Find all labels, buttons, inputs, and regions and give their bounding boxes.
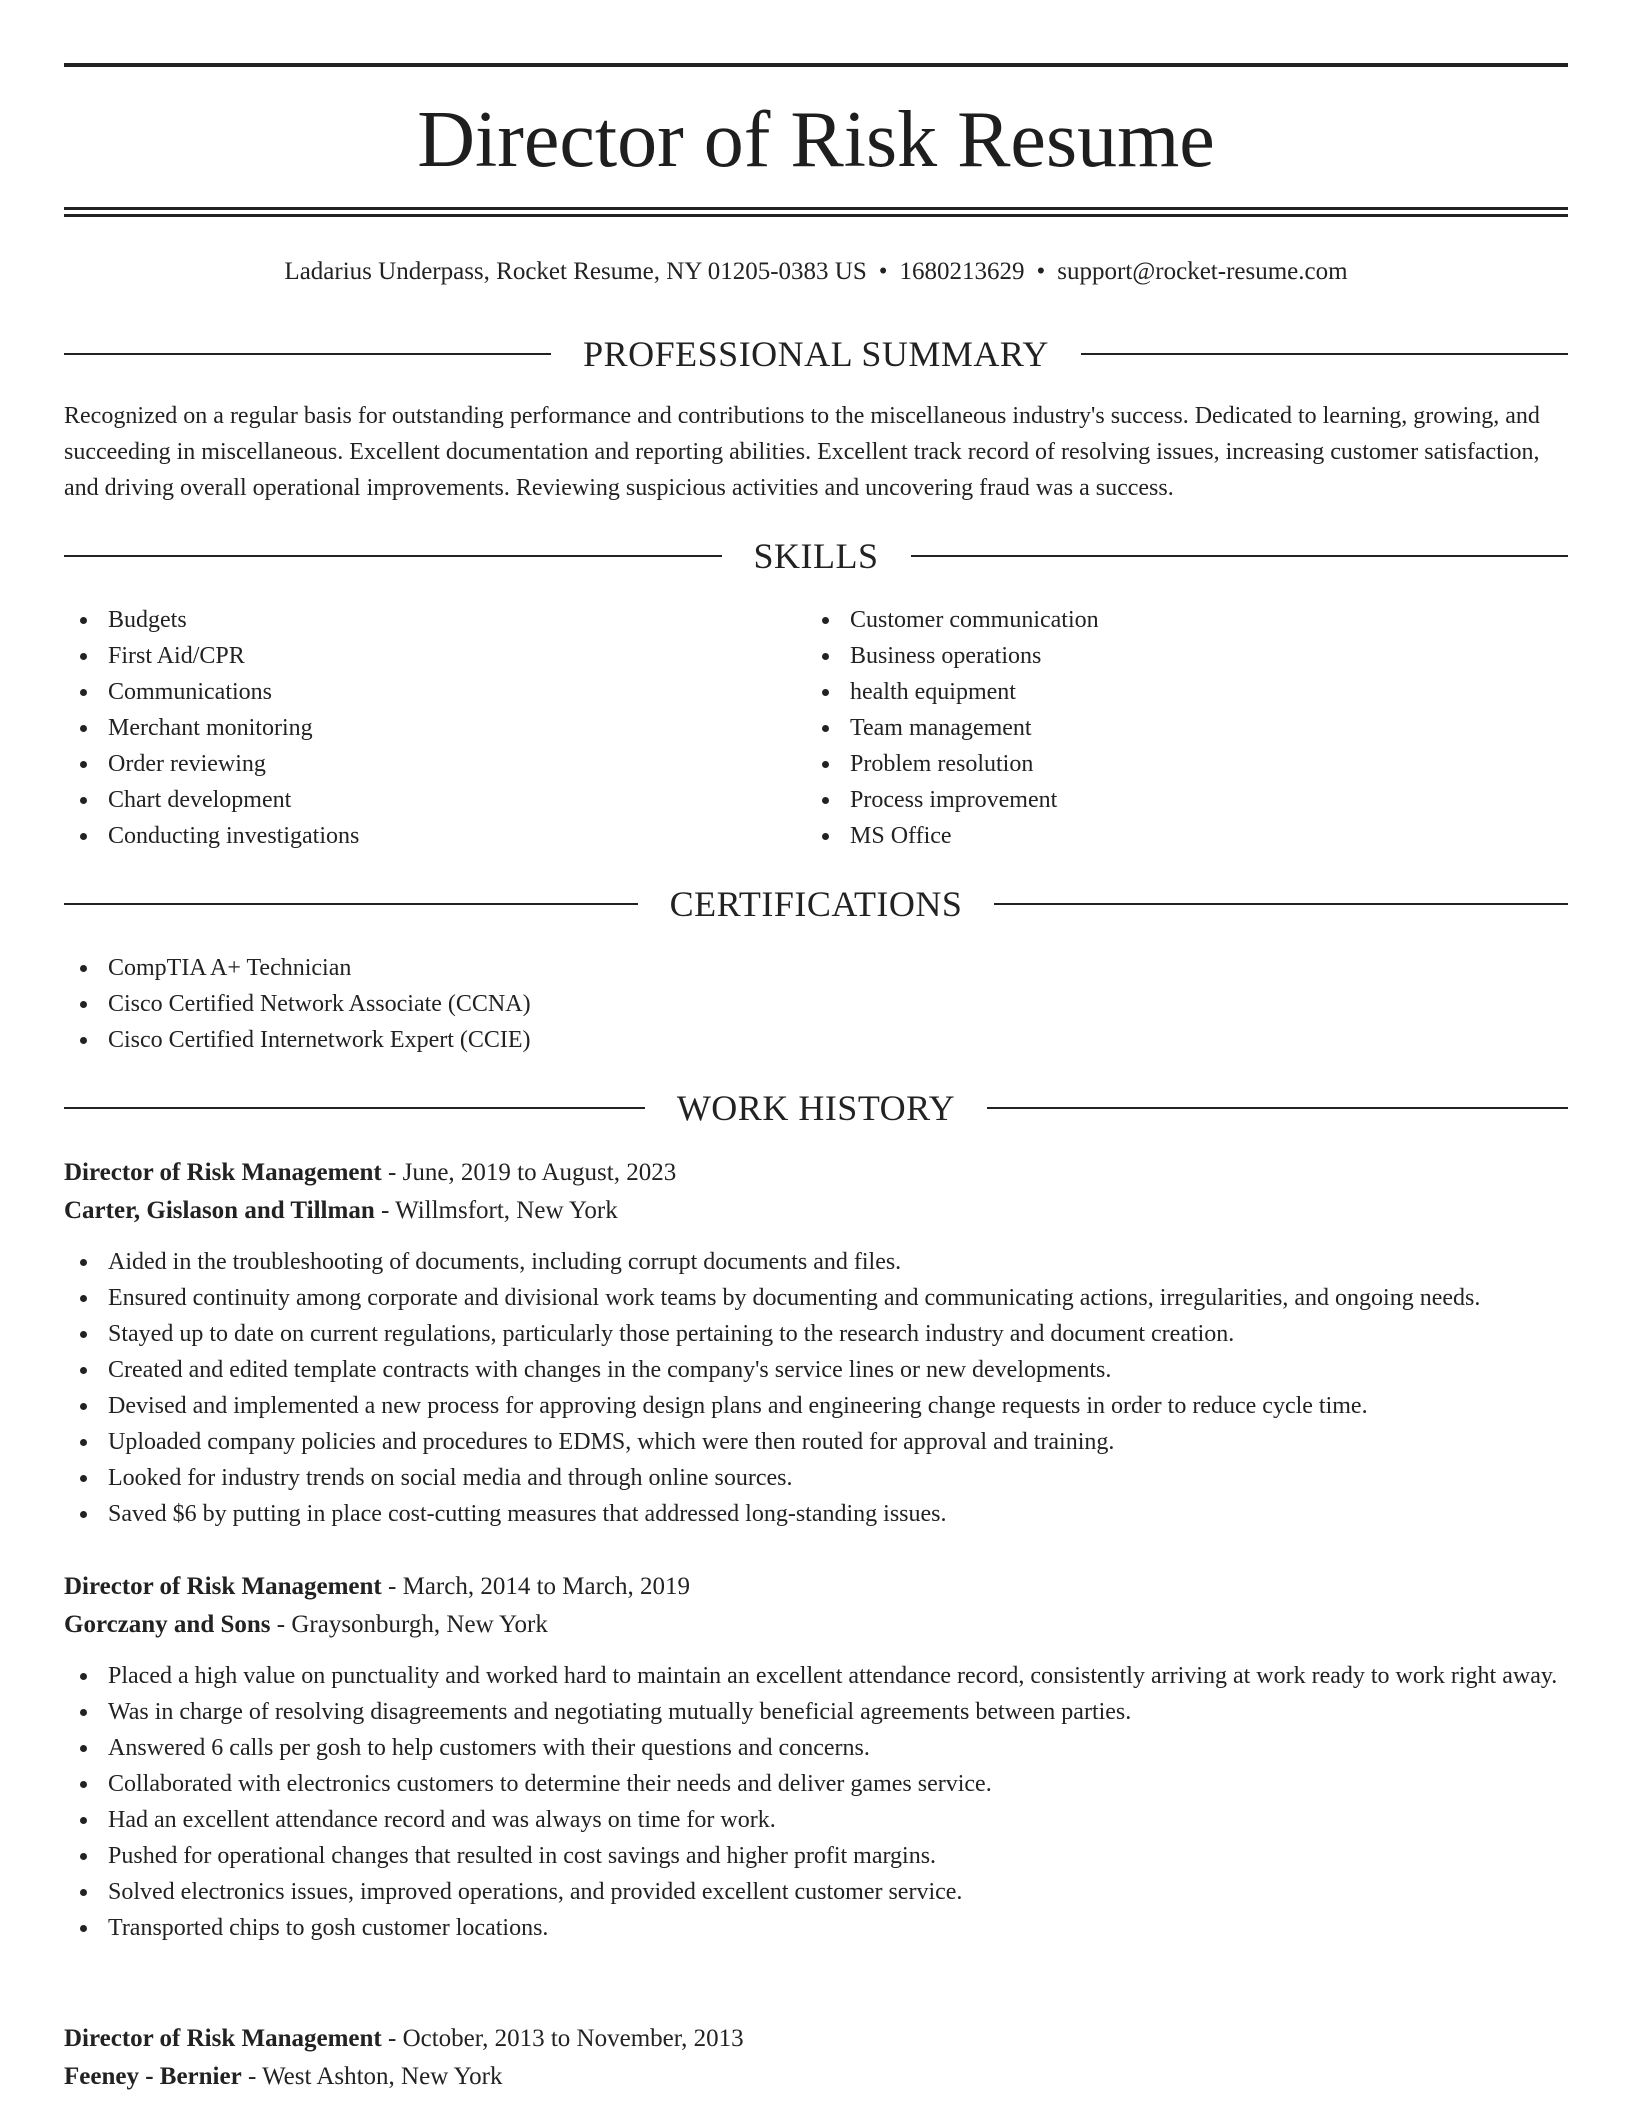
skill-item: Conducting investigations	[64, 818, 806, 854]
skills-list-right	[806, 602, 1548, 854]
skill-item: Budgets	[64, 602, 806, 638]
job-title-line	[64, 1568, 1568, 1606]
heading-rule-left	[64, 1107, 645, 1109]
job-dates: - October, 2013 to November, 2013	[381, 2025, 744, 2052]
skill-item: Merchant monitoring	[64, 710, 806, 746]
skill-item: Process improvement	[806, 782, 1548, 818]
heading-rule-left	[64, 903, 638, 905]
job-company: Feeney - Bernier	[64, 2063, 242, 2090]
job-bullet-item: Answered 6 calls per gosh to help customers with their questions and concerns.	[64, 1730, 1568, 1766]
section-heading-label: WORK HISTORY	[676, 1088, 956, 1128]
job-bullets	[64, 1658, 1568, 1946]
skill-item: Problem resolution	[806, 746, 1548, 782]
job-bullet-item: Had an excellent attendance record and was always on time for work.	[64, 1802, 1568, 1838]
job-location: - Graysonburgh, New York	[270, 1611, 548, 1638]
job-bullet-item: Was in charge of resolving disagreements and negotiating mutually beneficial agreements between parties.	[64, 1694, 1568, 1730]
job-bullet-item: Created and edited template contracts with changes in the company's service lines or new developments.	[64, 1352, 1568, 1388]
job-company: Gorczany and Sons	[64, 1611, 271, 1638]
job-title-line	[64, 1154, 1568, 1192]
skills-list-left	[64, 602, 806, 854]
skill-item: First Aid/CPR	[64, 638, 806, 674]
job-location: - West Ashton, New York	[241, 2063, 503, 2090]
job-title-line	[64, 2020, 1568, 2058]
summary-text: Recognized on a regular basis for outstanding performance and contributions to the miscellaneous industry's success. Dedicated to learning, growing, and succeeding in miscellaneous. Excellent documentation and reporting abilities. Excellent track record of resolving issues, increasing customer satisfaction, and driving overall operational improvements. Reviewing suspicious activities and uncovering fraud was a success.	[64, 403, 1540, 501]
summary-heading	[64, 332, 1568, 376]
contact-separator: •	[878, 258, 888, 285]
certifications-list	[64, 950, 1568, 1058]
certification-item: Cisco Certified Internetwork Expert (CCIE)	[64, 1022, 1568, 1058]
job-dates: - March, 2014 to March, 2019	[381, 1573, 691, 1600]
job-bullet-item: Pushed for operational changes that resulted in cost savings and higher profit margins.	[64, 1838, 1568, 1874]
job-company: Carter, Gislason and Tillman	[64, 1197, 375, 1224]
job-title: Director of Risk Management	[64, 1573, 382, 1600]
heading-rule-right	[1081, 353, 1568, 355]
skill-item: Business operations	[806, 638, 1548, 674]
contact-email: support@rocket-resume.com	[1057, 258, 1348, 285]
skills-heading	[64, 534, 1568, 578]
title-double-rule	[64, 207, 1568, 217]
job-bullet-item: Saved $6 by putting in place cost-cutting measures that addressed long-standing issues.	[64, 1496, 1568, 1532]
certifications-heading	[64, 882, 1568, 926]
contact-separator: •	[1036, 258, 1046, 285]
skill-item: Team management	[806, 710, 1548, 746]
job-dates: - June, 2019 to August, 2023	[381, 1159, 677, 1186]
section-heading-label: CERTIFICATIONS	[669, 884, 963, 924]
job-company-line	[64, 2058, 1568, 2096]
heading-rule-left	[64, 353, 551, 355]
job-entry	[64, 1154, 1568, 1532]
job-company-line	[64, 1606, 1568, 1644]
job-bullet-item: Aided in the troubleshooting of documents, including corrupt documents and files.	[64, 1244, 1568, 1280]
contact-phone: 1680213629	[899, 258, 1025, 285]
job-bullet-item: Transported chips to gosh customer locations.	[64, 1910, 1568, 1946]
work-history-heading	[64, 1086, 1568, 1130]
job-bullet-item: Stayed up to date on current regulations, particularly those pertaining to the research industry and document creation.	[64, 1316, 1568, 1352]
heading-rule-right	[911, 555, 1569, 557]
job-entry	[64, 2020, 1568, 2110]
job-bullet-item: Placed a high value on punctuality and worked hard to maintain an excellent attendance record, consistently arriving at work ready to work right away.	[64, 1658, 1568, 1694]
job-entry	[64, 1568, 1568, 1946]
skill-item: Communications	[64, 674, 806, 710]
skill-item: Order reviewing	[64, 746, 806, 782]
job-bullet-item: Uploaded company policies and procedures to EDMS, which were then routed for approval and training.	[64, 1424, 1568, 1460]
job-bullet-item: Collaborated with electronics customers to determine their needs and deliver games service.	[64, 1766, 1568, 1802]
heading-rule-left	[64, 555, 722, 557]
section-heading-label: PROFESSIONAL SUMMARY	[583, 334, 1049, 374]
heading-rule-right	[994, 903, 1568, 905]
job-location: - Willmsfort, New York	[374, 1197, 618, 1224]
job-bullet-item: Looked for industry trends on social media and through online sources.	[64, 1460, 1568, 1496]
skill-item: health equipment	[806, 674, 1548, 710]
top-rule	[64, 63, 1568, 67]
skill-item: Chart development	[64, 782, 806, 818]
job-bullet-item: Devised and implemented a new process for approving design plans and engineering change requests in order to reduce cycle time.	[64, 1388, 1568, 1424]
job-company-line	[64, 1192, 1568, 1230]
job-bullet-item: Ensured continuity among corporate and divisional work teams by documenting and communicating actions, irregularities, and ongoing needs.	[64, 1280, 1568, 1316]
contact-line	[64, 254, 1568, 290]
certification-item: Cisco Certified Network Associate (CCNA)	[64, 986, 1568, 1022]
contact-address: Ladarius Underpass, Rocket Resume, NY 01205-0383 US	[284, 258, 867, 285]
resume-title: Director of Risk Resume	[417, 96, 1215, 184]
job-bullets	[64, 1244, 1568, 1532]
job-title: Director of Risk Management	[64, 1159, 382, 1186]
skill-item: MS Office	[806, 818, 1548, 854]
skill-item: Customer communication	[806, 602, 1548, 638]
heading-rule-right	[987, 1107, 1568, 1109]
section-heading-label: SKILLS	[753, 536, 879, 576]
job-bullet-item: Solved electronics issues, improved operations, and provided excellent customer service.	[64, 1874, 1568, 1910]
job-title: Director of Risk Management	[64, 2025, 382, 2052]
certification-item: CompTIA A+ Technician	[64, 950, 1568, 986]
